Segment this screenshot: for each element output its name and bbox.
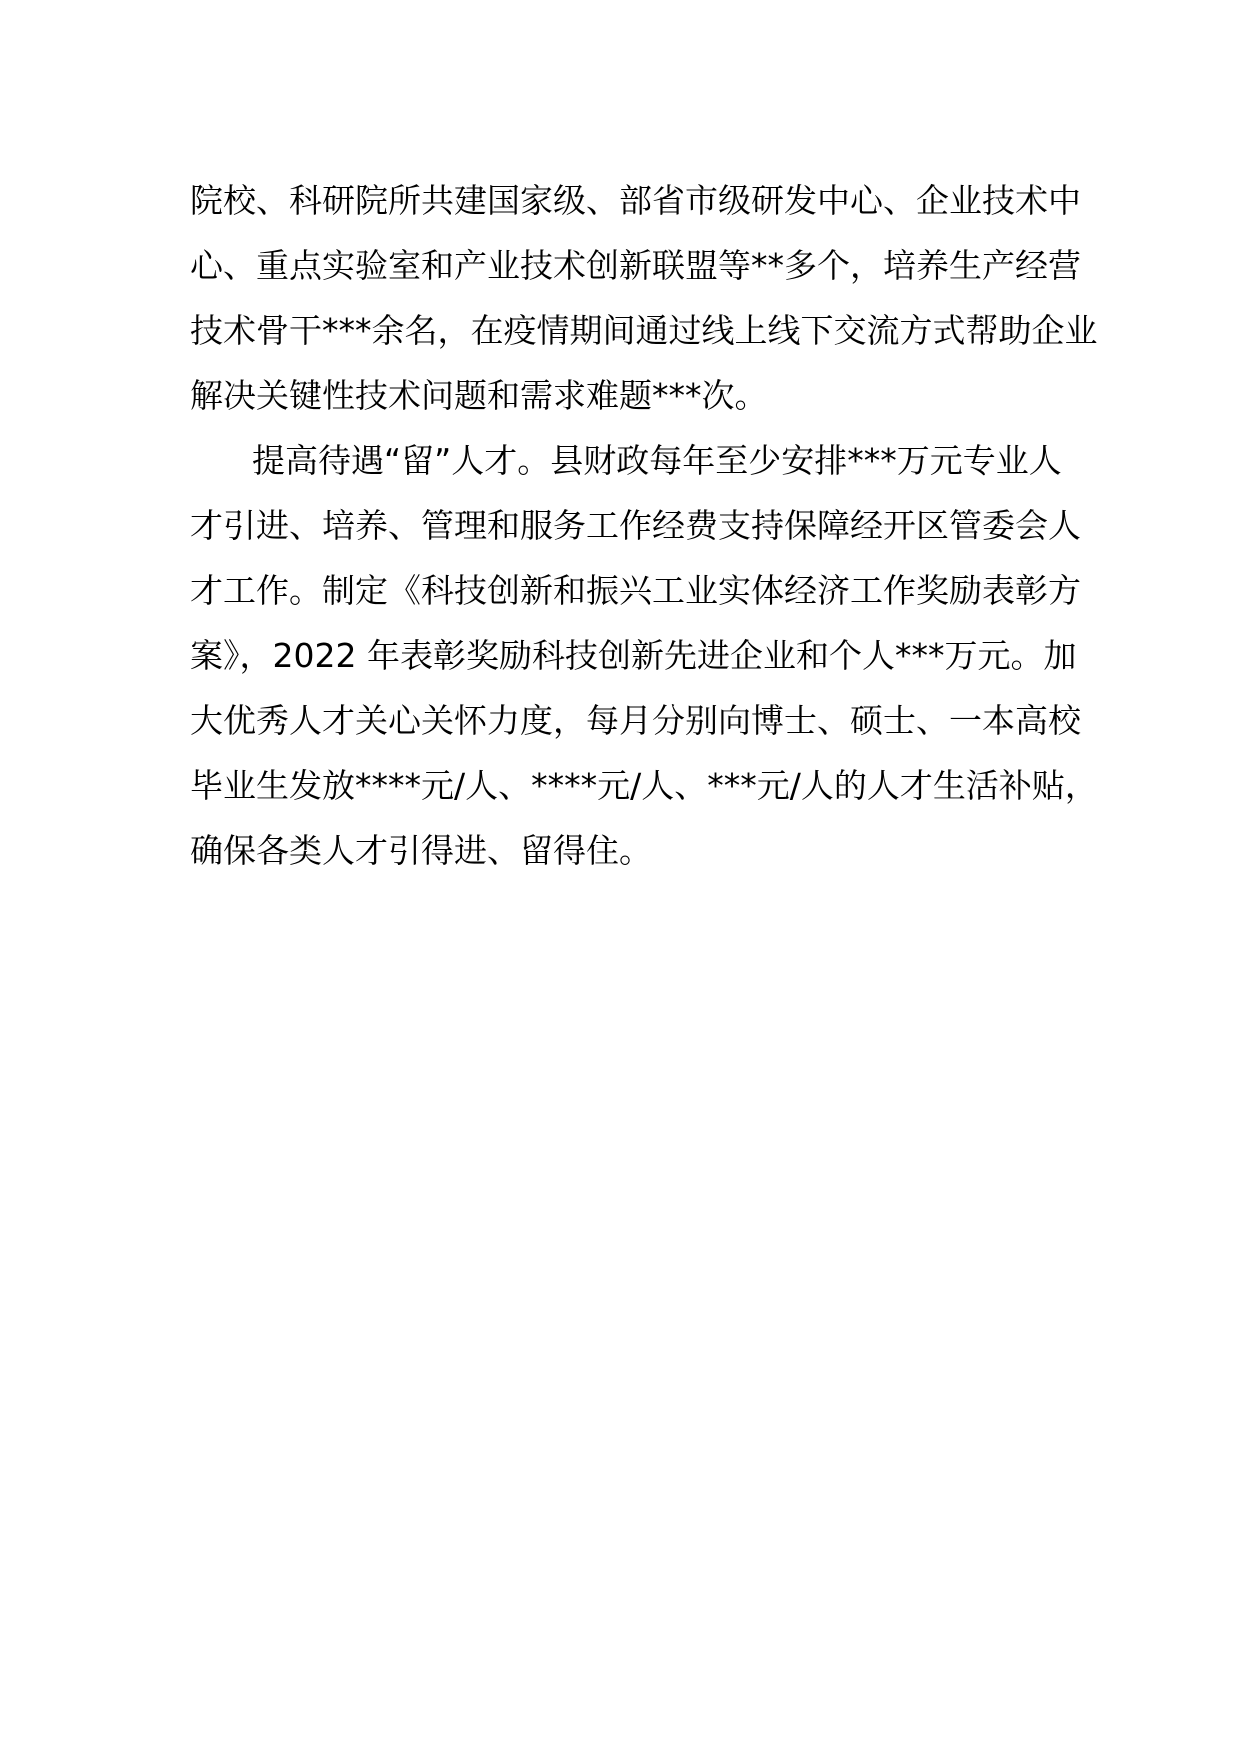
paragraph-line: 院校、科研院所共建国家级、部省市级研发中心、企业技术中 <box>190 181 1081 220</box>
paragraph-line: 技术骨干***余名，在疫情期间通过线上线下交流方式帮助企业 <box>190 311 1098 350</box>
paragraph-line: 才引进、培养、管理和服务工作经费支持保障经开区管委会人 <box>190 506 1081 545</box>
paragraph-line: 大优秀人才关心关怀力度，每月分别向博士、硕士、一本高校 <box>190 701 1081 740</box>
paragraph-line: 案》，2022 年表彰奖励科技创新先进企业和个人***万元。加 <box>190 636 1077 675</box>
paragraph-line: 解决关键性技术问题和需求难题***次。 <box>190 376 768 415</box>
paragraph-line: 心、重点实验室和产业技术创新联盟等**多个，培养生产经营 <box>190 246 1081 285</box>
paragraph-line: 才工作。制定《科技创新和振兴工业实体经济工作奖励表彰方 <box>190 571 1081 610</box>
paragraph-line: 确保各类人才引得进、留得住。 <box>190 831 652 870</box>
document-body <box>190 168 1098 883</box>
paragraph-1 <box>190 168 1098 428</box>
paragraph-line: 毕业生发放****元/人、****元/人、***元/人的人才生活补贴， <box>190 766 1098 805</box>
paragraph-2 <box>190 428 1098 883</box>
paragraph-line: 提高待遇“留”人才。县财政每年至少安排***万元专业人 <box>252 441 1062 480</box>
